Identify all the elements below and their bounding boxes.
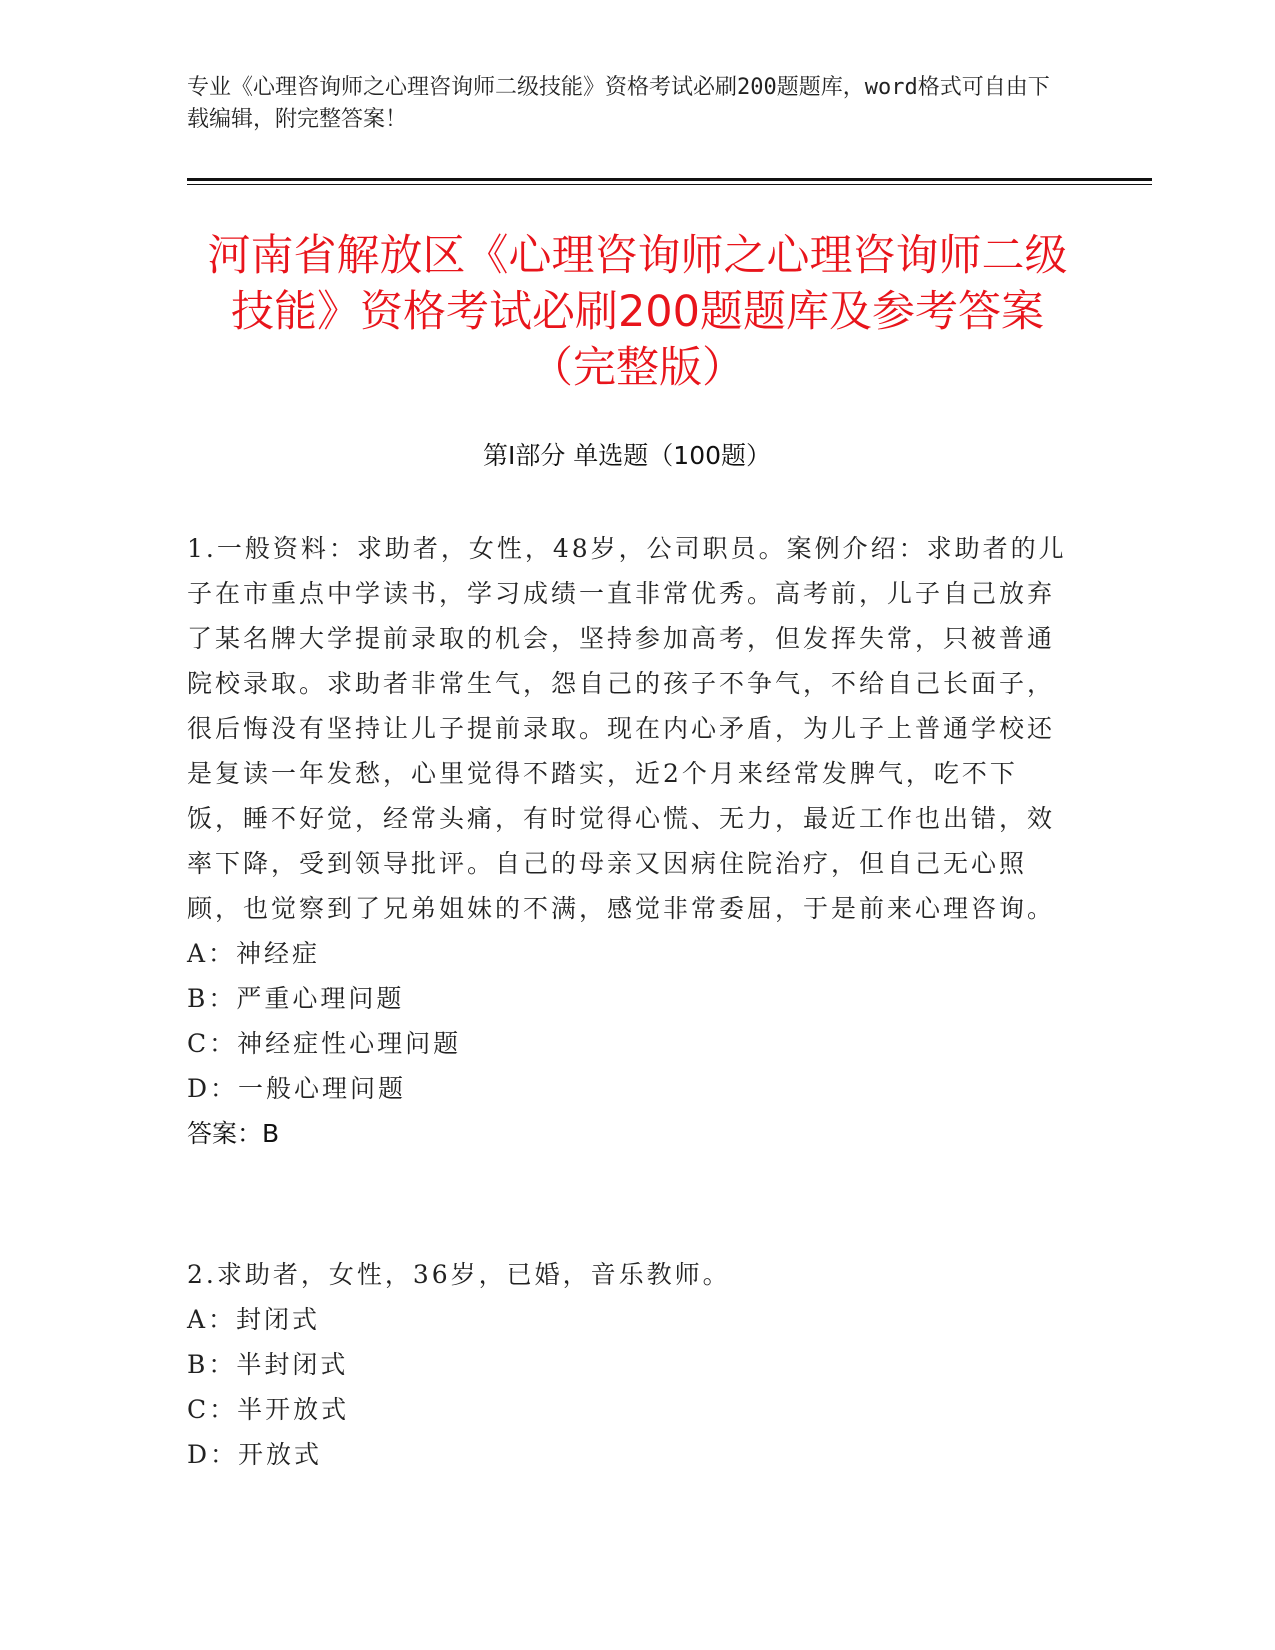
option-c: C：神经症性心理问题: [187, 1029, 462, 1058]
option-d: D：一般心理问题: [187, 1074, 407, 1103]
question-stem: 2.求助者，女性，36岁，已婚，音乐教师。: [187, 1260, 731, 1289]
section-heading: 第Ⅰ部分 单选题（100题）: [482, 441, 772, 470]
option-a: A：神经症: [187, 939, 321, 968]
header-divider-thick: [187, 178, 1152, 181]
header-note: 专业《心理咨询师之心理咨询师二级技能》资格考试必刷200题题库，word格式可自由下载编辑，附完整答案！: [187, 75, 1050, 132]
question-2: [187, 1252, 1067, 1477]
document-title: 河南省解放区《心理咨询师之心理咨询师二级技能》资格考试必刷200题题库及参考答案（完整版）: [207, 231, 1068, 393]
question-stem: 1.一般资料：求助者，女性，48岁，公司职员。案例介绍：求助者的儿子在市重点中学读书，学习成绩一直非常优秀。高考前，儿子自己放弃了某名牌大学提前录取的机会，坚持参加高考，但发挥失常，只被普通院校录取。求助者非常生气，怨自己的孩子不争气，不给自己长面子，很后悔没有坚持让儿子提前录取。现在内心矛盾，为儿子上普通学校还是复读一年发愁，心里觉得不踏实，近2个月来经常发脾气，吃不下饭，睡不好觉，经常头痛，有时觉得心慌、无力，最近工作也出错，效率下降，受到领导批评。自己的母亲又因病住院治疗，但自己无心照顾，也觉察到了兄弟姐妹的不满，感觉非常委屈，于是前来心理咨询。: [187, 534, 1067, 923]
option-b: B：严重心理问题: [187, 984, 405, 1013]
option-b: B：半封闭式: [187, 1350, 349, 1379]
header-divider-thin: [187, 184, 1152, 185]
option-d: D：开放式: [187, 1440, 323, 1469]
question-1: [187, 526, 1067, 1156]
answer: 答案：B: [187, 1119, 280, 1148]
option-c: C：半开放式: [187, 1395, 350, 1424]
option-a: A：封闭式: [187, 1305, 321, 1334]
